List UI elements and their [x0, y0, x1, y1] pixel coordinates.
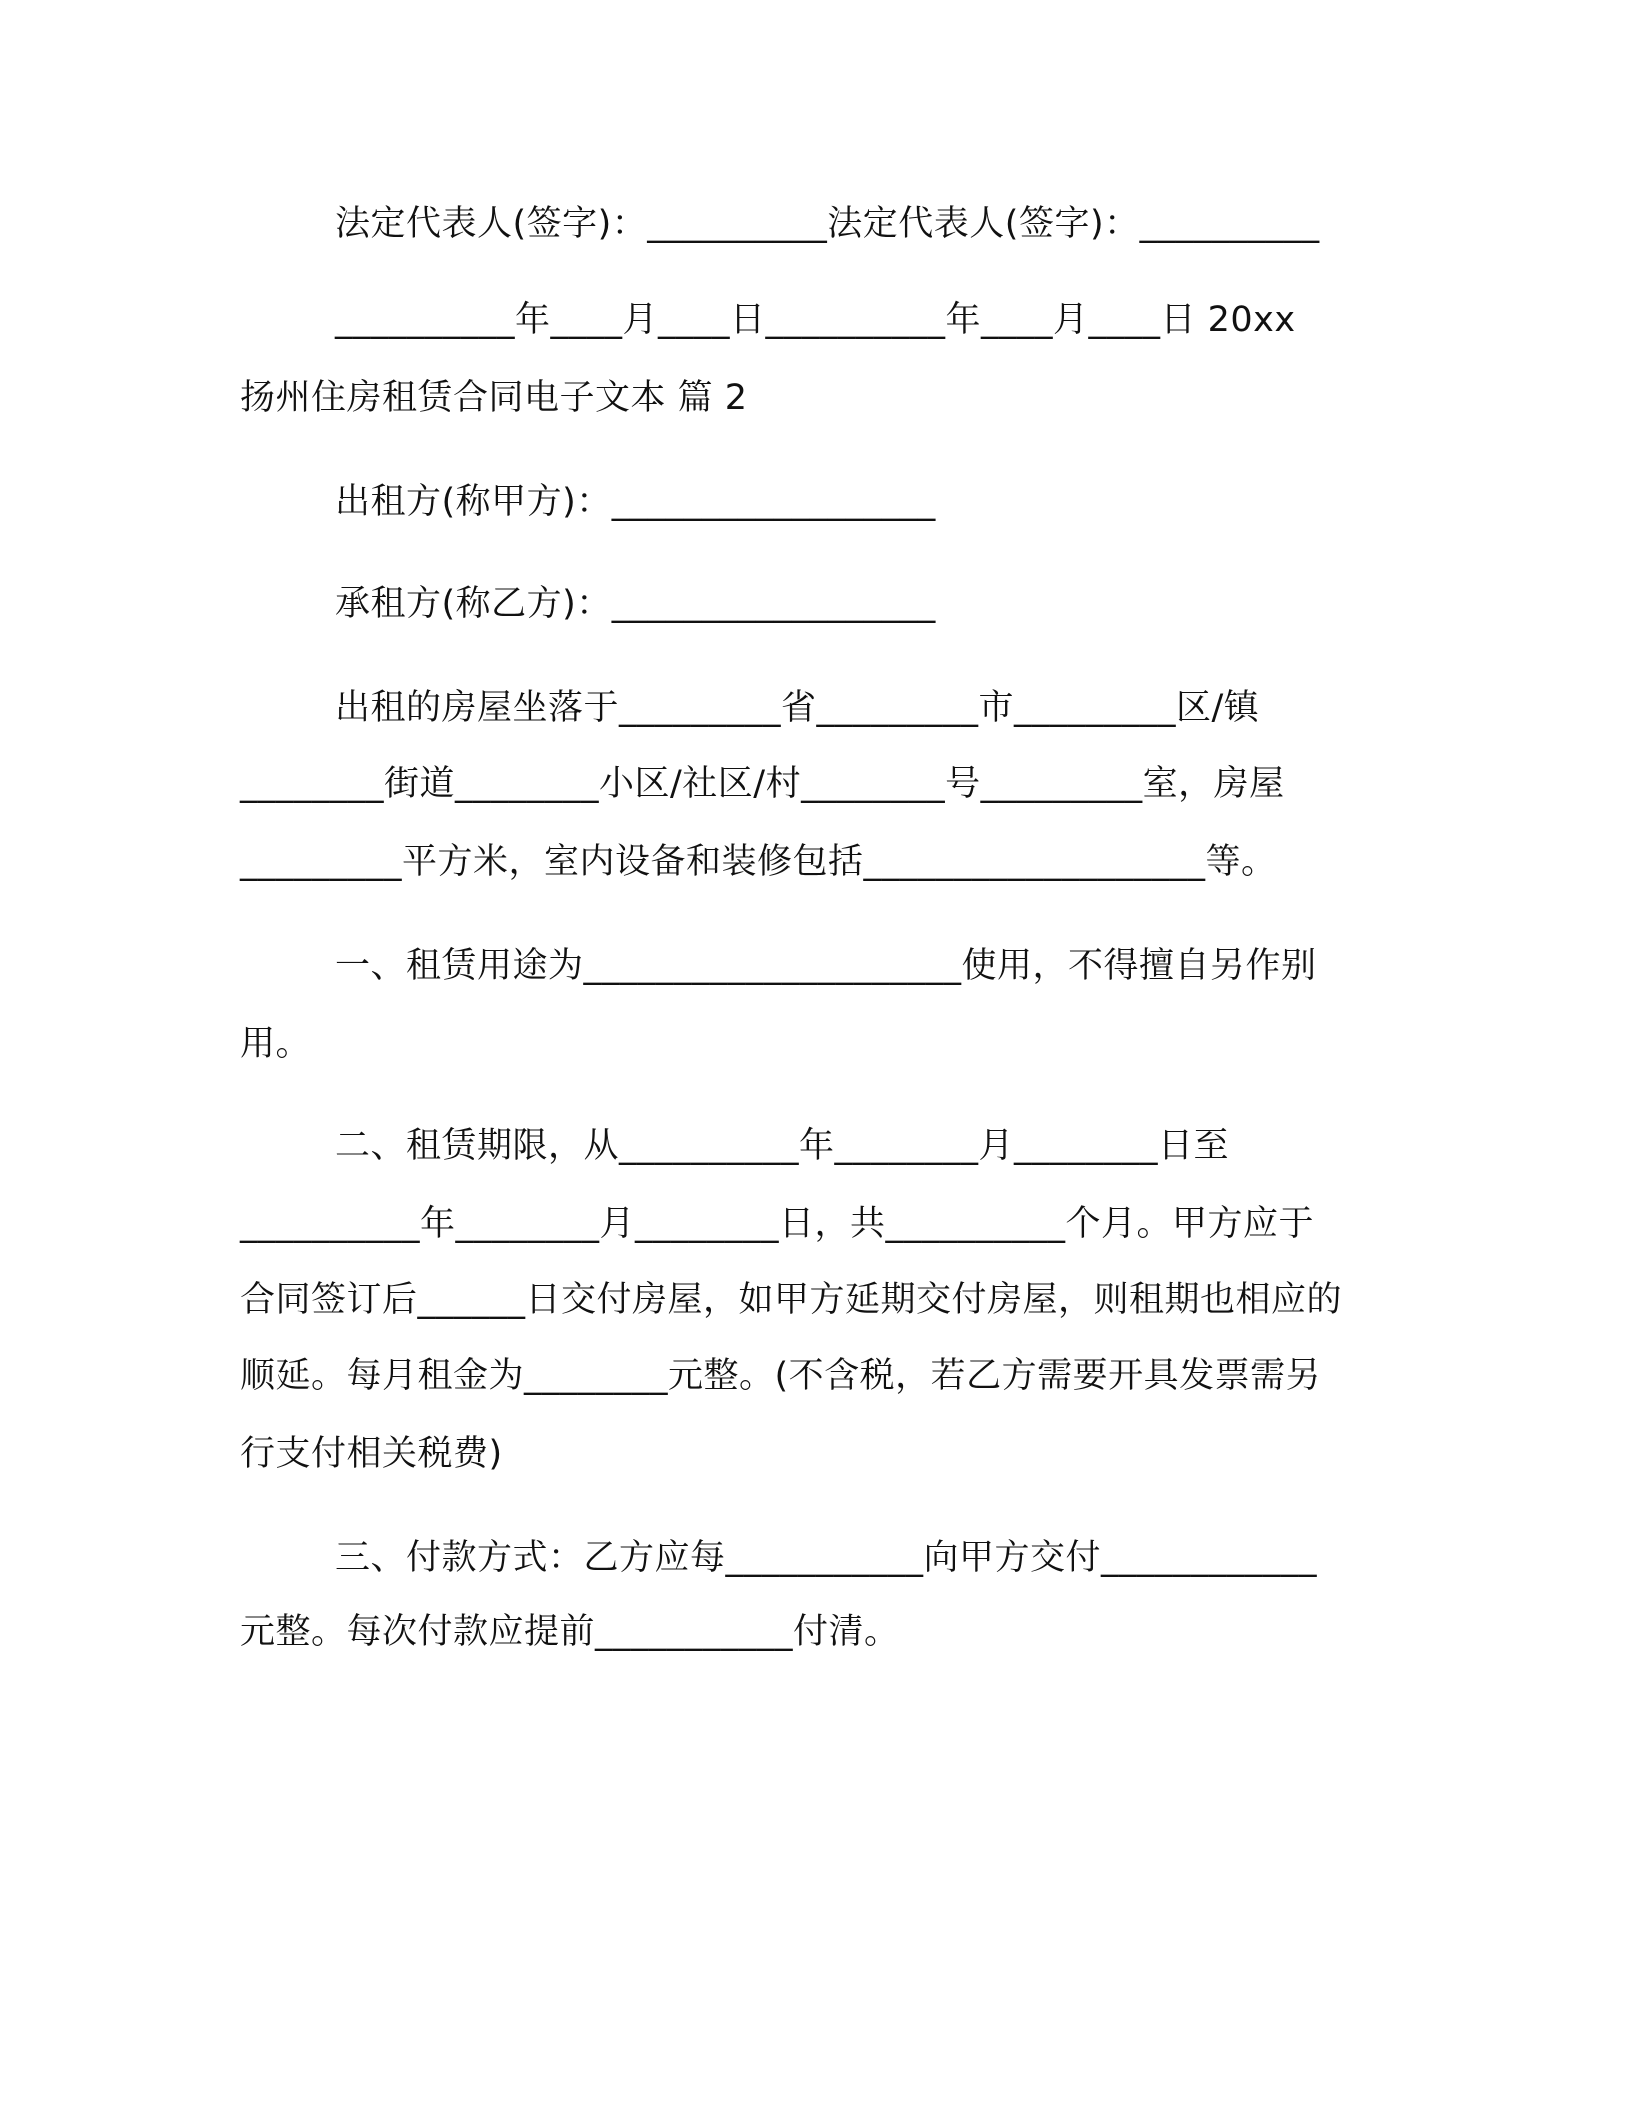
section-title: 扬州住房租赁合同电子文本 篇 2 [240, 378, 748, 418]
date-line: __________年____月____日__________年____月____日 20xx [335, 300, 1296, 340]
lessor-line: 出租方(称甲方)：__________________ [335, 482, 936, 522]
clause-2-line-5: 行支付相关税费) [240, 1434, 503, 1474]
clause-3-line-2: 元整。每次付款应提前___________付清。 [240, 1612, 900, 1652]
property-location-line-2: ________街道________小区/社区/村________号_________室，房屋 [240, 764, 1285, 804]
clause-2-line-4: 顺延。每月租金为________元整。(不含税，若乙方需要开具发票需另 [240, 1356, 1322, 1396]
clause-2-line-2: __________年________月________日，共__________个月。甲方应于 [240, 1204, 1315, 1244]
clause-3-line-1: 三、付款方式：乙方应每___________向甲方交付____________ [335, 1538, 1318, 1578]
clause-1-line-1: 一、租赁用途为_____________________使用，不得擅自另作别 [335, 946, 1317, 986]
property-location-line-3: _________平方米，室内设备和装修包括___________________等。 [240, 842, 1277, 882]
lessee-line: 承租方(称乙方)：__________________ [335, 584, 936, 624]
clause-2-line-1: 二、租赁期限，从__________年________月________日至 [335, 1126, 1230, 1166]
clause-1-line-2: 用。 [240, 1024, 312, 1064]
signature-line: 法定代表人(签字)：__________法定代表人(签字)：__________ [335, 204, 1320, 244]
clause-2-line-3: 合同签订后______日交付房屋，如甲方延期交付房屋，则租期也相应的 [240, 1280, 1343, 1320]
property-location-line-1: 出租的房屋坐落于_________省_________市_________区/镇 [335, 688, 1260, 728]
